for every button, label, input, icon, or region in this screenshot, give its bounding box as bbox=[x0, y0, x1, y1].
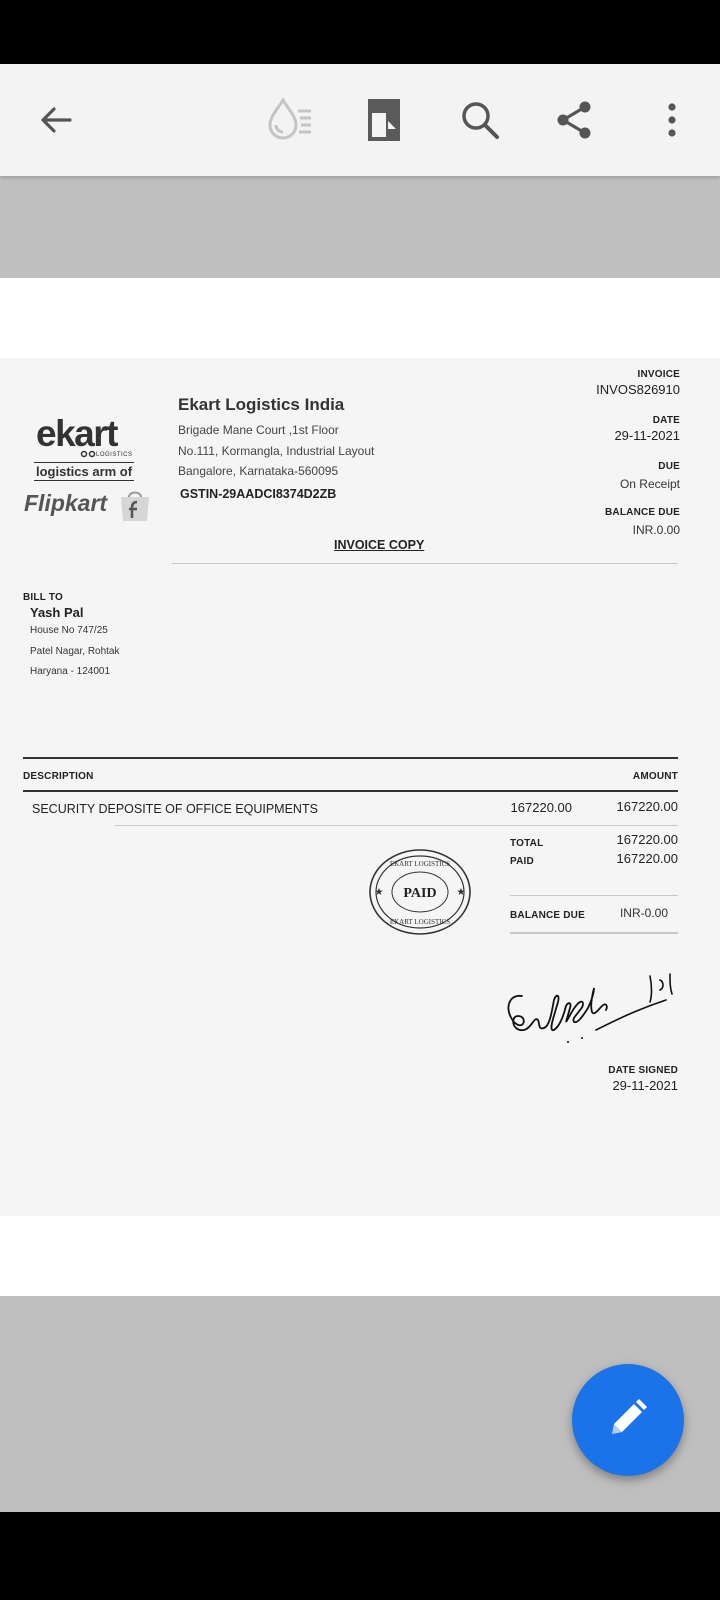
flipkart-wordmark: Flipkart bbox=[24, 490, 108, 516]
bill-to-line3: Haryana - 124001 bbox=[30, 666, 111, 677]
svg-text:★: ★ bbox=[456, 887, 466, 898]
totals-divider bbox=[510, 895, 678, 896]
ekart-logo-sub: LOGISTICS bbox=[96, 452, 133, 458]
company-name: Ekart Logistics India bbox=[178, 395, 345, 414]
invoice-date: 29-11-2021 bbox=[614, 428, 680, 443]
pdf-page bbox=[0, 278, 720, 1296]
stamp-ring-text-bottom: EKART LOGISTICS bbox=[389, 918, 451, 926]
ink-button[interactable] bbox=[262, 92, 318, 148]
invoice-copy-title: INVOICE COPY bbox=[334, 538, 425, 552]
due-value: On Receipt bbox=[619, 477, 680, 491]
ekart-wordmark: ekart bbox=[36, 413, 117, 454]
total-value: 167220.00 bbox=[616, 832, 678, 847]
toolbar bbox=[0, 64, 720, 176]
more-options-button[interactable] bbox=[644, 92, 700, 148]
search-button[interactable] bbox=[452, 92, 508, 148]
signature bbox=[500, 950, 684, 1051]
table-top-rule bbox=[23, 757, 678, 759]
page-view-button[interactable] bbox=[356, 92, 412, 148]
share-button[interactable] bbox=[546, 92, 602, 148]
back-arrow-icon bbox=[36, 100, 76, 140]
edit-pencil-icon bbox=[606, 1396, 650, 1445]
meta-balance-due: INR.0.00 bbox=[632, 523, 680, 537]
ink-icon bbox=[265, 97, 315, 143]
company-address-line2: No.111, Kormangla, Industrial Layout bbox=[178, 444, 375, 458]
description-header: DESCRIPTION bbox=[23, 771, 94, 782]
row-divider bbox=[115, 825, 678, 826]
more-vert-icon bbox=[666, 102, 678, 138]
gstin: GSTIN-29AADCI8374D2ZB bbox=[180, 487, 337, 501]
item-amount: 167220.00 bbox=[616, 799, 678, 814]
totals-balance-due-label: BALANCE DUE bbox=[510, 910, 585, 921]
svg-text:★: ★ bbox=[374, 887, 384, 898]
share-icon bbox=[554, 100, 594, 140]
paid-value: 167220.00 bbox=[616, 851, 678, 866]
header-divider bbox=[172, 563, 678, 564]
system-nav-bar bbox=[0, 1512, 720, 1600]
invoice-number: INVOS826910 bbox=[596, 382, 680, 397]
totals-bottom-rule bbox=[510, 932, 678, 934]
back-button[interactable] bbox=[28, 92, 84, 148]
bill-to-name: Yash Pal bbox=[30, 605, 84, 620]
search-icon bbox=[459, 99, 501, 141]
truck-wheels-icon bbox=[80, 450, 96, 458]
bill-to-label: BILL TO bbox=[23, 592, 63, 603]
company-address-line1: Brigade Mane Court ,1st Floor bbox=[178, 423, 339, 437]
date-label: DATE bbox=[652, 415, 680, 426]
bill-to-line2: Patel Nagar, Rohtak bbox=[30, 646, 120, 657]
invoice-label: INVOICE bbox=[637, 369, 680, 380]
company-address-line3: Bangalore, Karnataka-560095 bbox=[178, 464, 339, 478]
totals-balance-due: INR-0.00 bbox=[619, 906, 668, 920]
edit-fab[interactable] bbox=[572, 1364, 684, 1476]
document-page-icon bbox=[367, 98, 401, 142]
meta-balance-due-label: BALANCE DUE bbox=[605, 507, 680, 518]
date-signed-value: 29-11-2021 bbox=[612, 1078, 678, 1093]
flipkart-bag-icon bbox=[118, 488, 152, 522]
due-label: DUE bbox=[658, 461, 680, 472]
table-header-rule bbox=[23, 790, 678, 792]
date-signed-label: DATE SIGNED bbox=[608, 1065, 678, 1076]
invoice-document bbox=[0, 358, 720, 1216]
amount-header: AMOUNT bbox=[632, 771, 678, 782]
document-viewer[interactable] bbox=[0, 176, 720, 1512]
bill-to-line1: House No 747/25 bbox=[30, 625, 108, 636]
paid-stamp bbox=[368, 848, 472, 936]
item-description: SECURITY DEPOSITE OF OFFICE EQUIPMENTS bbox=[32, 802, 318, 816]
status-bar bbox=[0, 0, 720, 64]
item-rate: 167220.00 bbox=[510, 800, 572, 815]
logo-tagline: logistics arm of bbox=[36, 464, 133, 479]
total-label: TOTAL bbox=[510, 838, 544, 849]
ekart-logo bbox=[36, 413, 136, 458]
stamp-paid-text: PAID bbox=[403, 886, 437, 901]
paid-label: PAID bbox=[510, 856, 534, 867]
stamp-ring-text-top: EKART LOGISTICS bbox=[389, 860, 451, 868]
